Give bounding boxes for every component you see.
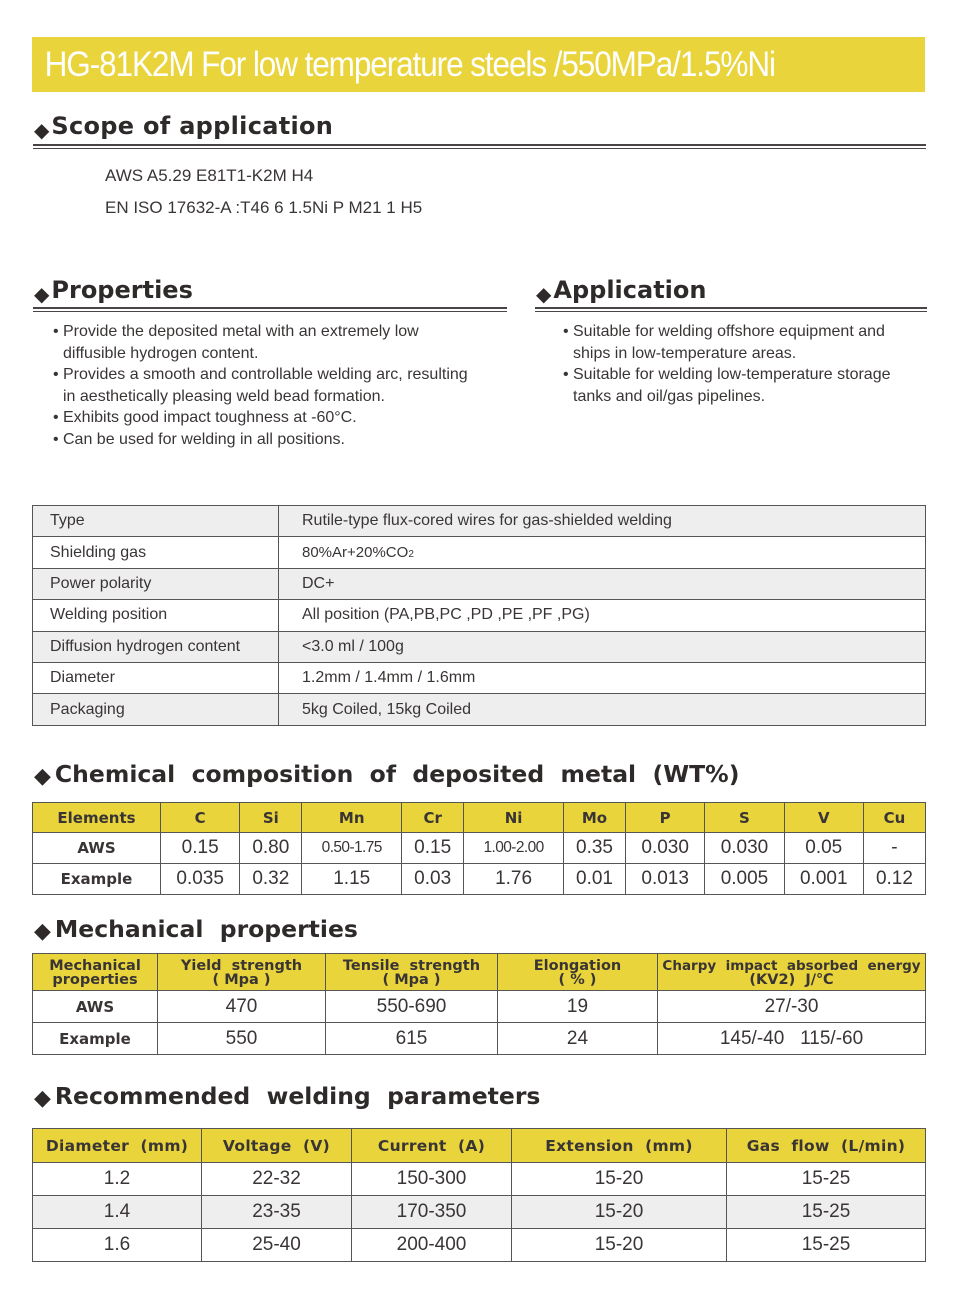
parameters-cell: 15-20 <box>512 1229 727 1262</box>
chemical-header: Ni <box>464 803 564 833</box>
parameters-table <box>32 1128 926 1262</box>
chemical-cell: 0.32 <box>240 864 302 895</box>
parameters-cell: 25-40 <box>202 1229 352 1262</box>
mechanical-header-line: ( % ) <box>558 972 597 988</box>
spec-value: 1.2mm / 1.4mm / 1.6mm <box>279 662 926 693</box>
spec-value <box>279 537 926 568</box>
application-divider <box>535 307 927 312</box>
properties-item-line: Exhibits good impact toughness at -60°C. <box>63 409 357 426</box>
chemical-header: S <box>705 803 784 833</box>
mechanical-header-row <box>33 954 926 991</box>
mechanical-header-line: properties <box>52 972 138 988</box>
parameters-heading <box>34 1082 540 1110</box>
mechanical-header <box>158 954 326 991</box>
parameters-header: Diameter (mm) <box>33 1129 202 1163</box>
spec-row-packaging <box>33 694 926 725</box>
parameters-cell: 23-35 <box>202 1196 352 1229</box>
spec-key: Diameter <box>33 662 279 693</box>
diamond-bullet-icon: ◆ <box>34 282 50 306</box>
spec-key: Type <box>33 506 279 537</box>
chemical-cell: 0.001 <box>784 864 863 895</box>
spec-value-subscript: 2 <box>408 548 414 560</box>
parameters-cell: 15-25 <box>727 1229 926 1262</box>
spec-key: Diffusion hydrogen content <box>33 631 279 662</box>
spec-row-diffusion-hydrogen <box>33 631 926 662</box>
parameters-header: Gas flow (L/min) <box>727 1129 926 1163</box>
chemical-cell: 0.35 <box>563 833 625 864</box>
chemical-cell: 0.50-1.75 <box>302 833 402 864</box>
chemical-cell: - <box>863 833 925 864</box>
chemical-cell: 0.80 <box>240 833 302 864</box>
mechanical-cell: 470 <box>158 991 326 1023</box>
mechanical-row-label: AWS <box>33 991 158 1023</box>
properties-divider <box>33 307 507 312</box>
diamond-bullet-icon: ◆ <box>536 282 552 306</box>
spec-key: Shielding gas <box>33 537 279 568</box>
chemical-header: Cr <box>402 803 464 833</box>
parameters-cell: 150-300 <box>352 1163 512 1196</box>
parameters-cell: 1.2 <box>33 1163 202 1196</box>
mechanical-row-aws <box>33 991 926 1023</box>
scope-standards <box>105 164 422 228</box>
diamond-bullet-icon: ◆ <box>34 1086 51 1111</box>
mechanical-header-line: Mechanical <box>49 958 141 974</box>
mechanical-header-line: Charpy impact absorbed energy <box>662 958 921 974</box>
bullet-icon: • <box>53 366 59 383</box>
mechanical-cell: 550-690 <box>326 991 498 1023</box>
parameters-heading-text: Recommended welding parameters <box>54 1082 541 1110</box>
chemical-row-label: AWS <box>33 833 161 864</box>
spec-value: All position (PA,PB,PC ,PD ,PE ,PF ,PG) <box>279 600 926 631</box>
chemical-header: Cu <box>863 803 925 833</box>
chemical-header: Elements <box>33 803 161 833</box>
application-item-line: Suitable for welding low-temperature storage <box>573 366 891 383</box>
parameters-row <box>33 1229 926 1262</box>
application-item <box>563 321 933 364</box>
chemical-cell: 0.013 <box>626 864 705 895</box>
spec-value: DC+ <box>279 568 926 599</box>
parameters-cell: 15-20 <box>512 1163 727 1196</box>
parameters-cell: 1.4 <box>33 1196 202 1229</box>
diamond-bullet-icon: ◆ <box>34 118 50 142</box>
application-list <box>563 321 933 407</box>
properties-item <box>53 407 513 429</box>
chemical-cell: 1.15 <box>302 864 402 895</box>
properties-item-line: Can be used for welding in all positions. <box>63 430 345 448</box>
parameters-row <box>33 1196 926 1229</box>
mechanical-header <box>658 954 926 991</box>
chemical-heading-text: Chemical composition of deposited metal (WT%) <box>54 760 740 788</box>
parameters-cell: 170-350 <box>352 1196 512 1229</box>
spec-row-type <box>33 506 926 537</box>
mechanical-header-line: (KV2) J/℃ <box>749 972 834 988</box>
spec-value-text: 80%Ar+20%CO <box>302 543 409 561</box>
chemical-cell: 0.030 <box>705 833 784 864</box>
chemical-header: Mn <box>302 803 402 833</box>
diamond-bullet-icon: ◆ <box>34 919 51 944</box>
properties-heading-text: Properties <box>51 276 193 304</box>
chemical-row-aws <box>33 833 926 864</box>
mechanical-header <box>326 954 498 991</box>
chemical-cell: 0.05 <box>784 833 863 864</box>
parameters-header: Current (A) <box>352 1129 512 1163</box>
chemical-header: Si <box>240 803 302 833</box>
title-banner <box>32 37 925 92</box>
mechanical-cell: 550 <box>158 1023 326 1055</box>
mechanical-header-line: Tensile strength <box>342 958 481 974</box>
mechanical-header-line: Elongation <box>533 958 622 974</box>
properties-heading <box>34 276 193 304</box>
spec-table <box>32 505 926 726</box>
parameters-cell: 22-32 <box>202 1163 352 1196</box>
scope-divider <box>33 144 926 149</box>
scope-heading-text: Scope of application <box>51 112 334 140</box>
mechanical-cell: 145/-40 115/-60 <box>658 1023 926 1055</box>
mechanical-cell: 27/-30 <box>658 991 926 1023</box>
scope-heading <box>34 112 333 140</box>
chemical-header: C <box>161 803 240 833</box>
spec-value: <3.0 ml / 100g <box>279 631 926 662</box>
parameters-cell: 15-25 <box>727 1196 926 1229</box>
parameters-header: Voltage (V) <box>202 1129 352 1163</box>
mechanical-heading <box>34 915 358 943</box>
properties-item <box>53 364 513 407</box>
bullet-icon: • <box>53 409 59 426</box>
spec-key: Power polarity <box>33 568 279 599</box>
application-item-line: Suitable for welding offshore equipment and <box>573 323 885 340</box>
properties-item-line: in aesthetically pleasing weld bead formation. <box>63 387 385 405</box>
chemical-cell: 1.76 <box>464 864 564 895</box>
bullet-icon: • <box>563 366 569 383</box>
parameters-row <box>33 1163 926 1196</box>
chemical-table <box>32 802 926 895</box>
chemical-row-example <box>33 864 926 895</box>
parameters-header-row <box>33 1129 926 1163</box>
spec-key: Packaging <box>33 694 279 725</box>
chemical-header-row <box>33 803 926 833</box>
chemical-heading <box>34 760 739 788</box>
parameters-cell: 200-400 <box>352 1229 512 1262</box>
diamond-bullet-icon: ◆ <box>34 764 51 789</box>
chemical-cell: 0.01 <box>563 864 625 895</box>
mechanical-heading-text: Mechanical properties <box>54 915 358 943</box>
parameters-cell: 15-20 <box>512 1196 727 1229</box>
properties-list <box>53 321 513 450</box>
mechanical-cell: 615 <box>326 1023 498 1055</box>
chemical-cell: 0.12 <box>863 864 925 895</box>
application-item-line: tanks and oil/gas pipelines. <box>573 387 766 405</box>
spec-row-shielding-gas <box>33 537 926 568</box>
scope-line: AWS A5.29 E81T1-K2M H4 <box>105 166 314 185</box>
mechanical-header-line: ( Mpa ) <box>382 972 441 988</box>
properties-item-line: Provides a smooth and controllable welding arc, resulting <box>63 366 468 383</box>
bullet-icon: • <box>563 323 569 340</box>
application-heading <box>536 276 706 304</box>
spec-value: 5kg Coiled, 15kg Coiled <box>279 694 926 725</box>
chemical-cell: 0.005 <box>705 864 784 895</box>
bullet-icon: • <box>53 430 59 448</box>
bullet-icon: • <box>53 323 59 340</box>
mechanical-header <box>498 954 658 991</box>
mechanical-row-example <box>33 1023 926 1055</box>
spec-key: Welding position <box>33 600 279 631</box>
mechanical-row-label: Example <box>33 1023 158 1055</box>
spec-row-diameter <box>33 662 926 693</box>
chemical-header: Mo <box>563 803 625 833</box>
mechanical-cell: 24 <box>498 1023 658 1055</box>
parameters-cell: 15-25 <box>727 1163 926 1196</box>
application-heading-text: Application <box>553 276 707 304</box>
spec-row-welding-position <box>33 600 926 631</box>
page-title: HG-81K2M For low temperature steels /550MPa/1.5%Ni <box>44 44 775 84</box>
mechanical-cell: 19 <box>498 991 658 1023</box>
mechanical-header <box>33 954 158 991</box>
parameters-header: Extension (mm) <box>512 1129 727 1163</box>
properties-item <box>53 321 513 364</box>
application-item <box>563 364 933 407</box>
chemical-cell: 0.15 <box>402 833 464 864</box>
spec-row-power-polarity <box>33 568 926 599</box>
application-item-line: ships in low-temperature areas. <box>573 344 797 362</box>
chemical-row-label: Example <box>33 864 161 895</box>
chemical-cell: 0.15 <box>161 833 240 864</box>
properties-item-line: diffusible hydrogen content. <box>63 344 259 362</box>
chemical-header: V <box>784 803 863 833</box>
chemical-cell: 0.035 <box>161 864 240 895</box>
chemical-cell: 0.03 <box>402 864 464 895</box>
scope-line: EN ISO 17632-A :T46 6 1.5Ni P M21 1 H5 <box>105 198 423 217</box>
mechanical-table <box>32 953 926 1055</box>
chemical-cell: 0.030 <box>626 833 705 864</box>
mechanical-header-line: Yield strength <box>180 958 303 974</box>
chemical-cell: 1.00-2.00 <box>464 833 564 864</box>
properties-item-line: Provide the deposited metal with an extremely low <box>63 323 419 340</box>
parameters-cell: 1.6 <box>33 1229 202 1262</box>
spec-value: Rutile-type flux-cored wires for gas-shielded welding <box>279 506 926 537</box>
chemical-header: P <box>626 803 705 833</box>
mechanical-header-line: ( Mpa ) <box>212 972 271 988</box>
properties-item <box>53 429 513 451</box>
